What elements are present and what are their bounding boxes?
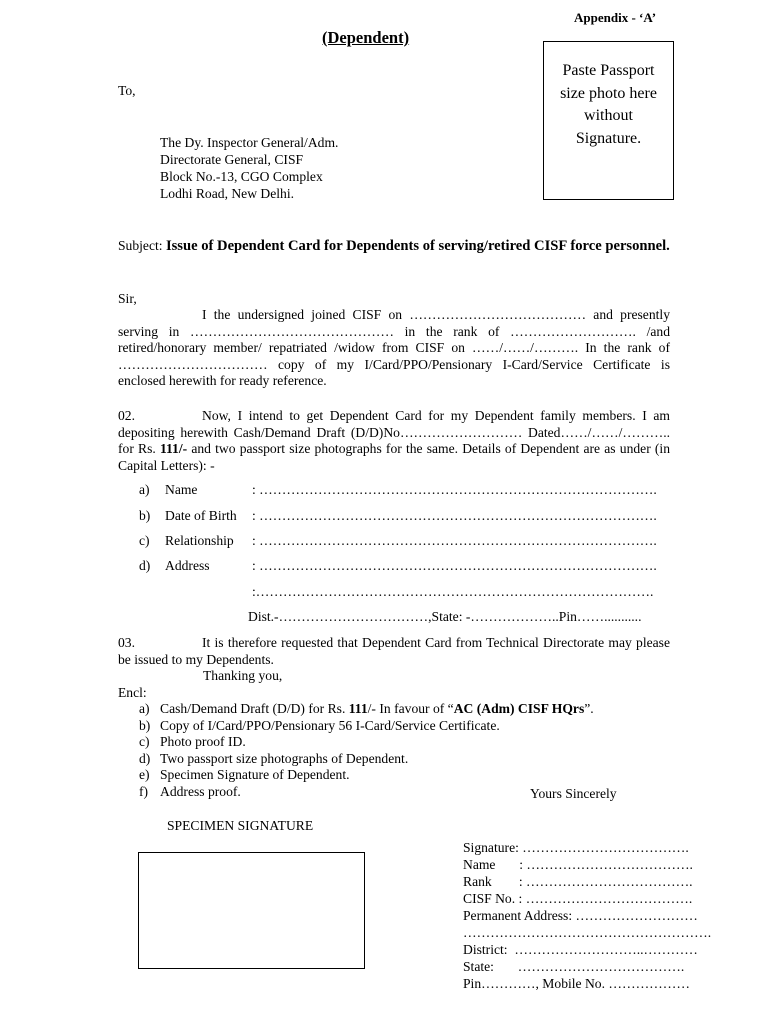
detail-blank: : ……………………………………………………………………………. xyxy=(252,558,657,573)
list-text: Address proof. xyxy=(160,783,241,799)
list-text xyxy=(160,701,594,718)
specimen-signature-label: SPECIMEN SIGNATURE xyxy=(167,818,314,833)
amount-text: 111/- xyxy=(159,441,188,457)
closing-text: Yours Sincerely xyxy=(530,786,617,801)
paragraph-number: 02. xyxy=(118,408,135,423)
cisf-no-field: CISF No. : ………………………………. xyxy=(463,891,693,906)
detail-blank: : ……………………………………………………………………………. xyxy=(252,533,657,548)
list-text: Photo proof ID. xyxy=(160,734,246,750)
list-text: Copy of I/Card/PPO/Pensionary 56 I-Card/Service Certificate. xyxy=(160,717,500,733)
detail-letter: a) xyxy=(139,482,150,497)
detail-label: Relationship xyxy=(165,533,234,548)
list-letter: d) xyxy=(139,750,151,766)
subject-text: Issue of Dependent Card for Dependents of serving/retired CISF force personnel. xyxy=(165,238,670,254)
detail-label: Date of Birth xyxy=(165,508,237,523)
paragraph-2-text-end: and two passport size photographs for the same. Details of Dependent are as under (in Capital Letters): - xyxy=(118,441,670,473)
photo-box-instructions: Paste Passport size photo here without Signature. xyxy=(560,62,657,147)
appendix-label: Appendix - ‘A’ xyxy=(574,10,657,25)
enclosures-label: Encl: xyxy=(118,685,147,700)
addressee-line: Directorate General, CISF xyxy=(160,152,304,167)
paragraph-1 xyxy=(118,307,670,390)
to-label: To, xyxy=(118,83,136,98)
applicant-details-block xyxy=(463,839,711,992)
paragraph-3-text: It is therefore requested that Dependent Card from Technical Directorate may please be issued to my Dependents. xyxy=(118,635,670,667)
list-text: Two passport size photographs of Dependent. xyxy=(160,750,409,766)
addressee-line: Lodhi Road, New Delhi. xyxy=(160,186,295,201)
thanking-text: Thanking you, xyxy=(203,668,283,683)
addressee-block xyxy=(160,134,338,202)
detail-label: Name xyxy=(165,482,198,497)
specimen-signature-box[interactable] xyxy=(138,852,365,969)
paragraph-1-text: I the undersigned joined CISF on ………………………………… and presently serving in ……………………………………… in the rank of ………………………. /and retired/honorary member/ repatriated /widow from CISF on ……/……/………. In the rank of …………………………… copy of my I/Card/PPO/Pensionary I-Card/Service Certificate is enclosed herewith for ready reference. xyxy=(118,307,670,389)
detail-letter: d) xyxy=(139,558,151,573)
list-letter: f) xyxy=(139,783,149,799)
list-letter: c) xyxy=(139,734,150,750)
passport-photo-box xyxy=(543,41,674,200)
form-title: (Dependent) xyxy=(322,28,410,47)
detail-blank: : ……………………………………………………………………………. xyxy=(252,482,657,497)
list-letter: e) xyxy=(139,767,150,783)
subject-line xyxy=(118,236,671,256)
district-field: District: ………………………..………… xyxy=(463,942,698,957)
paragraph-3 xyxy=(118,635,670,668)
rank-field: Rank : ………………………………. xyxy=(463,874,693,889)
detail-letter: b) xyxy=(139,508,151,523)
detail-letter: c) xyxy=(139,533,150,548)
enc-text: /- In favour of “ xyxy=(367,701,454,716)
paragraph-2 xyxy=(118,408,670,474)
detail-blank: : ……………………………………………………………………………. xyxy=(252,508,657,523)
pin-mobile-field: Pin…………, Mobile No. ……………… xyxy=(463,976,690,991)
addressee-line: The Dy. Inspector General/Adm. xyxy=(160,135,339,150)
subject-label: Subject: xyxy=(118,238,166,253)
list-letter: b) xyxy=(139,717,151,733)
permanent-address-field: Permanent Address: ……………………… xyxy=(463,908,698,923)
list-text: Specimen Signature of Dependent. xyxy=(160,767,350,783)
paragraph-2-text: Now, I intend to get Dependent Card for my Dependent family members. I am depositing herewith Cash/Demand Draft (D/D)No……………………… Dated……/……/……….. for Rs. xyxy=(118,408,670,457)
permanent-address-line-2: ………………………………………………. xyxy=(463,925,712,940)
enc-payee: AC (Adm) CISF HQrs xyxy=(453,701,585,716)
detail-label: Address xyxy=(165,558,210,573)
salutation: Sir, xyxy=(118,291,137,306)
address-line-2: :……………………………………………………………………………. xyxy=(252,584,654,599)
signature-field: Signature: ………………………………. xyxy=(463,840,689,855)
enc-amount: 111 xyxy=(348,701,368,716)
enc-text: Cash/Demand Draft (D/D) for Rs. xyxy=(160,701,349,716)
dist-state-pin-line: Dist.-……………………………,State: -………………..Pin……........... xyxy=(248,609,642,624)
list-letter: a) xyxy=(139,701,150,716)
enc-text: ”. xyxy=(584,701,594,716)
name-field: Name : ………………………………. xyxy=(463,857,693,872)
state-field: State: ………………………………. xyxy=(463,959,685,974)
paragraph-number: 03. xyxy=(118,635,135,650)
addressee-line: Block No.-13, CGO Complex xyxy=(160,169,323,184)
